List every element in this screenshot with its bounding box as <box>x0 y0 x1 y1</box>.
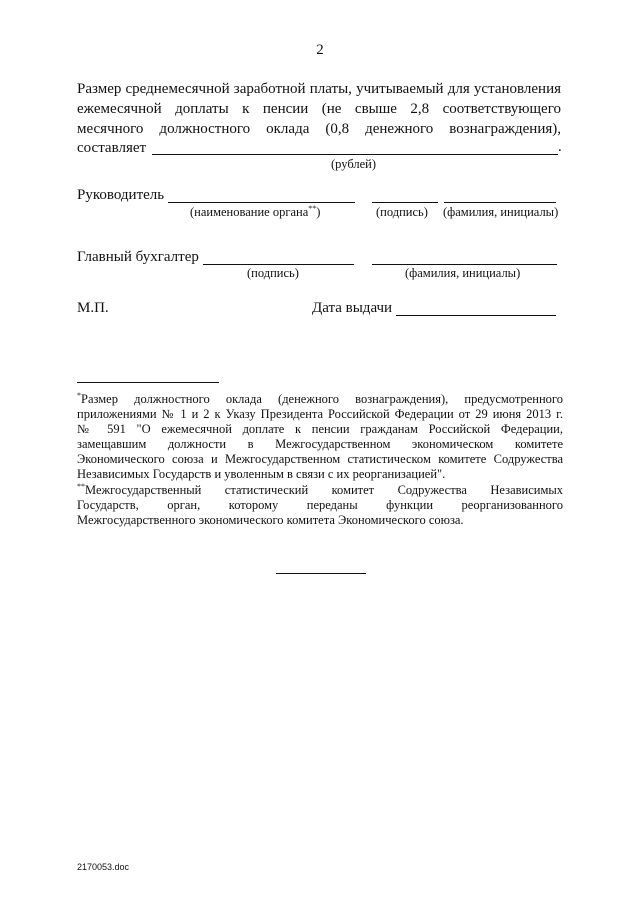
footnote-2-line-1 <box>77 483 563 498</box>
accountant-hint-name: (фамилия, инициалы) <box>405 266 521 280</box>
head-hint-signature: (подпись) <box>376 205 428 219</box>
footnote-2-line-3: Межгосударственного экономического комитета Экономического союза. <box>77 513 464 527</box>
issue-date-label: Дата выдачи <box>312 300 393 316</box>
head-name-field[interactable] <box>444 202 556 203</box>
amount-field[interactable] <box>152 154 558 155</box>
issue-date-field[interactable] <box>396 315 556 316</box>
hint-org <box>190 205 320 220</box>
footnote-2-line-2: Государств, орган, которому переданы функции реорганизованного <box>77 498 563 512</box>
hint-org-close: ) <box>316 205 321 219</box>
document-id: 2170053.doc <box>77 862 130 872</box>
footnote-1-line-2: приложениями № 1 и 2 к Указу Президента Российской Федерации от 29 июня 2013 г. <box>77 407 563 421</box>
hint-rubles: (рублей) <box>331 157 377 171</box>
footnote-1-line-4: замещавшим должности в Межгосударственном экономическом комитете <box>77 437 563 451</box>
stamp-label: М.П. <box>77 300 109 316</box>
footnote-2-text-1: Межгосударственный статистический комитет Содружества Независимых <box>85 483 563 497</box>
head-signature-field[interactable] <box>372 202 438 203</box>
accountant-signature-field[interactable] <box>203 264 354 265</box>
footnote-2-mark: ** <box>77 481 85 491</box>
accountant-label: Главный бухгалтер <box>77 249 199 265</box>
footnote-1-line-3: № 591 "О ежемесячной доплате к пенсии гражданам Российской Федерации, <box>77 422 563 436</box>
accountant-hint-signature: (подпись) <box>247 266 299 280</box>
paragraph-line-2: ежемесячной доплаты к пенсии (не свыше 2,8 соответствующего <box>77 101 561 117</box>
footnote-separator <box>77 382 219 383</box>
paragraph-line-1: Размер среднемесячной заработной платы, учитываемый для установления <box>77 81 561 97</box>
head-org-field[interactable] <box>168 202 355 203</box>
hint-org-mark: ** <box>308 203 317 213</box>
paragraph-end-period: . <box>558 139 562 155</box>
footnote-1-mark: * <box>77 390 81 400</box>
hint-org-text: (наименование органа <box>190 205 309 219</box>
page-number: 2 <box>316 42 324 58</box>
footnote-1-line-6: Независимых Государств и уволенным в связи с их реорганизацией". <box>77 467 446 481</box>
paragraph-line-4: составляет <box>77 140 147 156</box>
accountant-name-field[interactable] <box>372 264 557 265</box>
paragraph-line-3: месячного должностного оклада (0,8 денежного вознаграждения), <box>77 121 561 137</box>
footnote-1-line-5: Экономического союза и Межгосударственном статистическом комитете Содружества <box>77 452 563 466</box>
end-rule <box>276 573 366 574</box>
footnote-1-line-1 <box>77 392 563 407</box>
head-label: Руководитель <box>77 187 165 203</box>
head-hint-name: (фамилия, инициалы) <box>443 205 559 219</box>
footnote-1-text-1: Размер должностного оклада (денежного вознаграждения), предусмотренного <box>81 392 563 406</box>
